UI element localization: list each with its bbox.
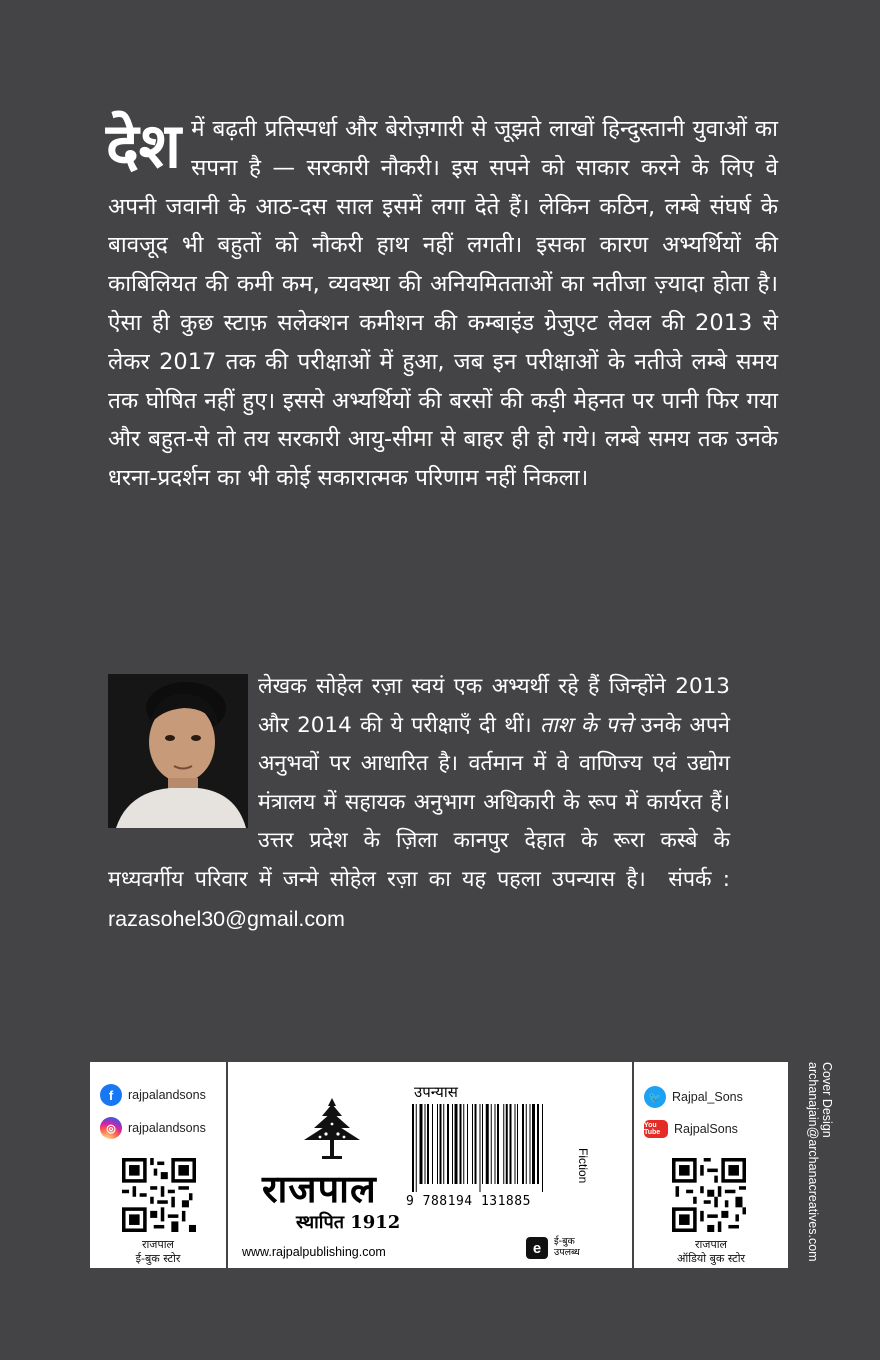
instagram-link[interactable] <box>100 1117 206 1139</box>
barcode-bar <box>427 1104 429 1184</box>
facebook-handle: rajpalandsons <box>128 1088 206 1102</box>
cover-design-credit <box>808 1062 832 1282</box>
barcode-bar <box>412 1104 414 1192</box>
barcode-bar <box>542 1104 543 1192</box>
bio-text-1: लेखक सोहेल रज़ा स्वयं एक अभ्यर्थी रहे हैं जिन्होंने 2013 और 2014 की ये परीक्षाएँ दी थीं। <box>258 674 730 738</box>
audiobook-store-caption: राजपाल ऑडियो बुक स्टोर <box>676 1238 746 1265</box>
barcode-bar <box>522 1104 524 1184</box>
twitter-icon: 🐦 <box>644 1086 666 1108</box>
instagram-icon: ◎ <box>100 1117 122 1139</box>
barcode-bar <box>460 1104 462 1184</box>
publisher-tree-logo-icon <box>300 1096 364 1160</box>
isbn-digits: 9 788194 131885 <box>406 1194 531 1209</box>
ebook-store-qr-icon[interactable] <box>122 1158 196 1232</box>
publisher-website[interactable]: www.rajpalpublishing.com <box>242 1245 386 1259</box>
established-year: स्थापित 1912 <box>296 1212 401 1233</box>
author-bio <box>108 668 730 939</box>
ebook-available-text: ई-बुक उपलब्ध <box>554 1236 580 1258</box>
twitter-link[interactable] <box>644 1086 743 1108</box>
publisher-panel <box>90 1062 788 1268</box>
barcode-bar <box>432 1104 433 1184</box>
book-title: ताश के पत्ते <box>539 712 633 738</box>
youtube-link[interactable] <box>644 1120 738 1138</box>
barcode-bar <box>486 1104 489 1184</box>
instagram-handle: rajpalandsons <box>128 1121 206 1135</box>
bio-text-2: उनके अपने अनुभवों पर आधारित है। वर्तमान में वे वाणिज्य एवं उद्योग मंत्रालय में सहायक अनुभाग अधिकारी के रूप में कार्यरत हैं। उत्तर प्रदेश के ज़िला कानपुर देहात के रूरा कस्बे के मध्यवर्गीय परिवार में जन्मे सोहेल रज़ा का यह पहला उपन्यास है। <box>108 712 730 892</box>
barcode-bar <box>425 1104 426 1184</box>
barcode-bar <box>491 1104 492 1184</box>
barcode-bar <box>495 1104 496 1184</box>
audiobook-store-qr-icon[interactable] <box>672 1158 746 1232</box>
genre-label: उपन्यास <box>414 1083 458 1101</box>
drop-cap: देश <box>106 109 182 182</box>
contact-label: संपर्क : <box>668 866 731 892</box>
youtube-handle: RajpalSons <box>674 1122 738 1136</box>
barcode-bar <box>475 1104 477 1184</box>
barcode-bar <box>515 1104 516 1184</box>
publisher-name: राजपाल <box>262 1167 377 1211</box>
twitter-handle: Rajpal_Sons <box>672 1090 743 1104</box>
barcode-bar <box>517 1104 518 1184</box>
barcode-bar <box>482 1104 483 1184</box>
blurb-text: में बढ़ती प्रतिस्पर्धा और बेरोज़गारी से जूझते लाखों हिन्दुस्तानी युवाओं का सपना है — सरकारी नौकरी। इस सपने को साकार करने के लिए वे अपनी जवानी के आठ-दस साल इसमें लगा देते हैं। लेकिन कठिन, लम्बे संघर्ष के बावजूद भी बहुतों को नौकरी हाथ नहीं लगती। इसका कारण अभ्यर्थियों की काबिलियत की कमी कम, व्यवस्था की अनियमितताओं का नतीजा ज़्यादा होता है। ऐसा ही कुछ स्टाफ़ सलेक्शन कमीशन की कम्बाइंड ग्रेजुएट लेवल की 2013 से लेकर 2017 तक की परीक्षाओं में हुआ, जब इन परीक्षाओं के नतीजे लम्बे समय तक घोषित नहीं हुए। इससे अभ्यर्थियों की बरसों की कड़ी मेहनत पर पानी फिर गया और बहुत-से तो तय सरकारी आयु-सीमा से बाहर ही हो गये। लम्बे समय तक उनके धरना-प्रदर्शन का भी कोई सकारात्मक परिणाम नहीं निकला। <box>108 116 778 492</box>
isbn-barcode <box>408 1104 588 1192</box>
cover-design-label: Cover Design <box>820 1062 834 1138</box>
cover-designer-email: archanajain@archanacreatives.com <box>806 1062 820 1262</box>
author-email[interactable]: razasohel30@gmail.com <box>108 906 345 931</box>
blurb-paragraph <box>108 110 778 498</box>
barcode-bar <box>440 1104 442 1184</box>
category-label: Fiction <box>576 1148 590 1184</box>
barcode-bar <box>506 1104 508 1184</box>
barcode-bar <box>467 1104 468 1184</box>
barcode-bar <box>532 1104 535 1184</box>
barcode-bar <box>537 1104 539 1184</box>
barcode-bar <box>416 1104 417 1192</box>
barcode-bar <box>455 1104 458 1184</box>
barcode-bar <box>447 1104 449 1184</box>
barcode-bar <box>503 1104 504 1184</box>
panel-left-column <box>90 1062 228 1268</box>
facebook-icon: f <box>100 1084 122 1106</box>
barcode-bar <box>497 1104 499 1184</box>
barcode-bar <box>530 1104 531 1184</box>
barcode-bar <box>472 1104 473 1184</box>
ebook-icon: e <box>526 1237 548 1259</box>
barcode-bar <box>480 1104 481 1192</box>
barcode-bar <box>526 1104 527 1184</box>
barcode-bar <box>443 1104 444 1184</box>
youtube-icon: You Tube <box>644 1120 668 1138</box>
barcode-bar <box>452 1104 453 1184</box>
barcode-bar <box>463 1104 464 1184</box>
panel-right-column <box>634 1062 788 1268</box>
panel-middle-column <box>228 1062 634 1268</box>
ebook-store-caption: राजपाल ई-बुक स्टोर <box>135 1238 181 1265</box>
barcode-bar <box>437 1104 438 1184</box>
barcode-bar <box>420 1104 423 1184</box>
barcode-bar <box>510 1104 512 1184</box>
facebook-link[interactable] <box>100 1084 206 1106</box>
